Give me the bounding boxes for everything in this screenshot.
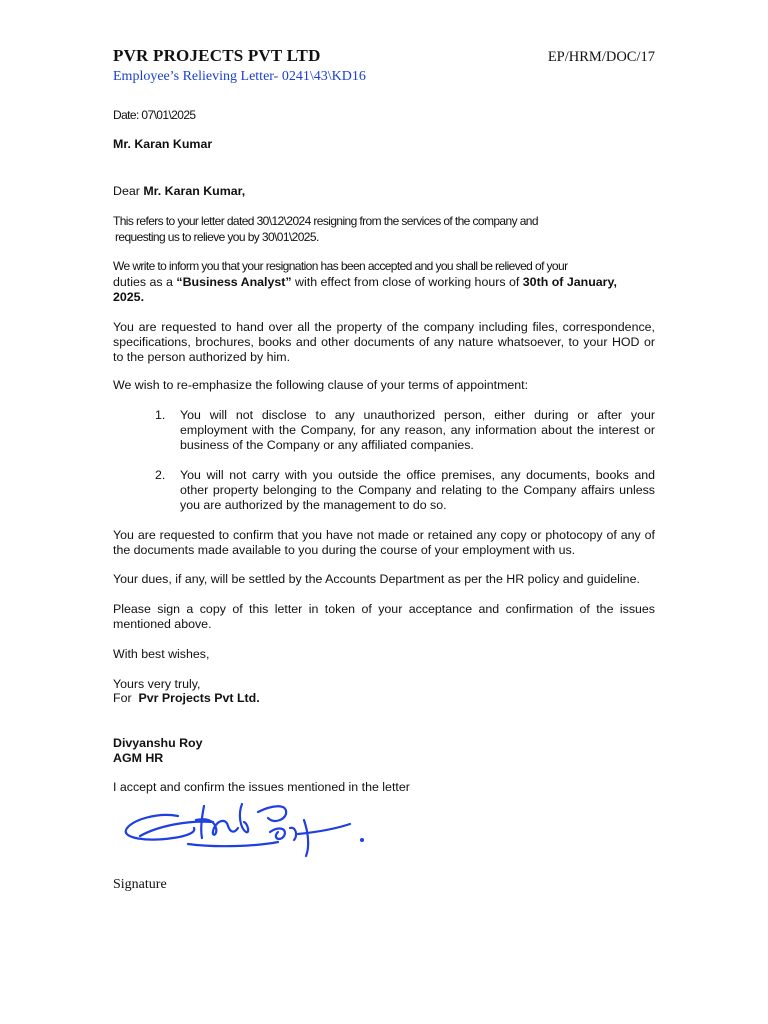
salutation [113, 184, 245, 199]
closing-yours-truly: Yours very truly, [113, 677, 201, 691]
company-sign-off [113, 691, 260, 706]
paragraph-6: Your dues, if any, will be settled by the Accounts Department as per the HR policy and guideline. [113, 572, 640, 586]
paragraph-7: Please sign a copy of this letter in token of your acceptance and confirmation of the issues mentioned above. [113, 602, 655, 631]
relieving-year: 2025. [113, 290, 145, 304]
salutation-prefix: Dear [113, 184, 144, 198]
closing-best-wishes: With best wishes, [113, 647, 210, 661]
paragraph-3: You are requested to hand over all the property of the company including files, correspondence, specifications, brochures, books and other documents of any nature whatsoever, to your HOD or to the person authorized by him. [113, 320, 655, 364]
sign-off-company: Pvr Projects Pvt Ltd. [138, 691, 260, 705]
paragraph-2-line-2 [113, 275, 655, 290]
clause-list [155, 408, 655, 513]
clause-number: 2. [155, 468, 166, 482]
clause-number: 1. [155, 408, 166, 422]
signatory-title: AGM HR [113, 751, 164, 765]
paragraph-4: We wish to re-emphasize the following clause of your terms of appointment: [113, 378, 529, 392]
paragraph-2-text-b: with effect from close of working hours of [291, 275, 523, 289]
paragraph-2-line-1: We write to inform you that your resignation has been accepted and you shall be relieved of your [113, 259, 568, 273]
paragraph-1-line-2: requesting us to relieve you by 30\01\2025. [115, 230, 319, 244]
signature-label: Signature [113, 877, 167, 892]
company-name: PVR PROJECTS PVT LTD [113, 46, 321, 65]
clause-text: You will not carry with you outside the office premises, any documents, books and other property belonging to the Company and relating to the Company affairs unless you are authorized by the management to do so. [180, 468, 655, 512]
acceptance-statement: I accept and confirm the issues mentioned in the letter [113, 780, 410, 794]
paragraph-5: You are requested to confirm that you have not made or retained any copy or photocopy of any of the documents made available to you during the course of your employment with us. [113, 528, 655, 557]
letter-subtitle: Employee’s Relieving Letter- 0241\43\KD16 [113, 69, 366, 84]
list-item [155, 408, 655, 453]
salutation-name: Mr. Karan Kumar, [143, 184, 246, 198]
paragraph-2-text-a: duties as a [113, 275, 177, 289]
handwritten-signature [118, 798, 373, 864]
relieving-date: 30th of January, [522, 275, 617, 289]
sign-off-prefix: For [113, 691, 139, 705]
paragraph-1-line-1: This refers to your letter dated 30\12\2024 resigning from the services of the company and [113, 214, 538, 228]
recipient-name: Mr. Karan Kumar [113, 137, 213, 151]
letter-date: Date: 07\01\2025 [113, 108, 196, 122]
signatory-name: Divyanshu Roy [113, 736, 203, 750]
document-reference: EP/HRM/DOC/17 [547, 49, 655, 65]
signature-image [118, 798, 373, 864]
clause-text: You will not disclose to any unauthorized person, either during or after your employment with the Company, for any reason, any information about the interest or business of the Company or any affiliated companies. [180, 408, 655, 452]
job-title: “Business Analyst” [176, 275, 292, 289]
list-item [155, 468, 655, 513]
